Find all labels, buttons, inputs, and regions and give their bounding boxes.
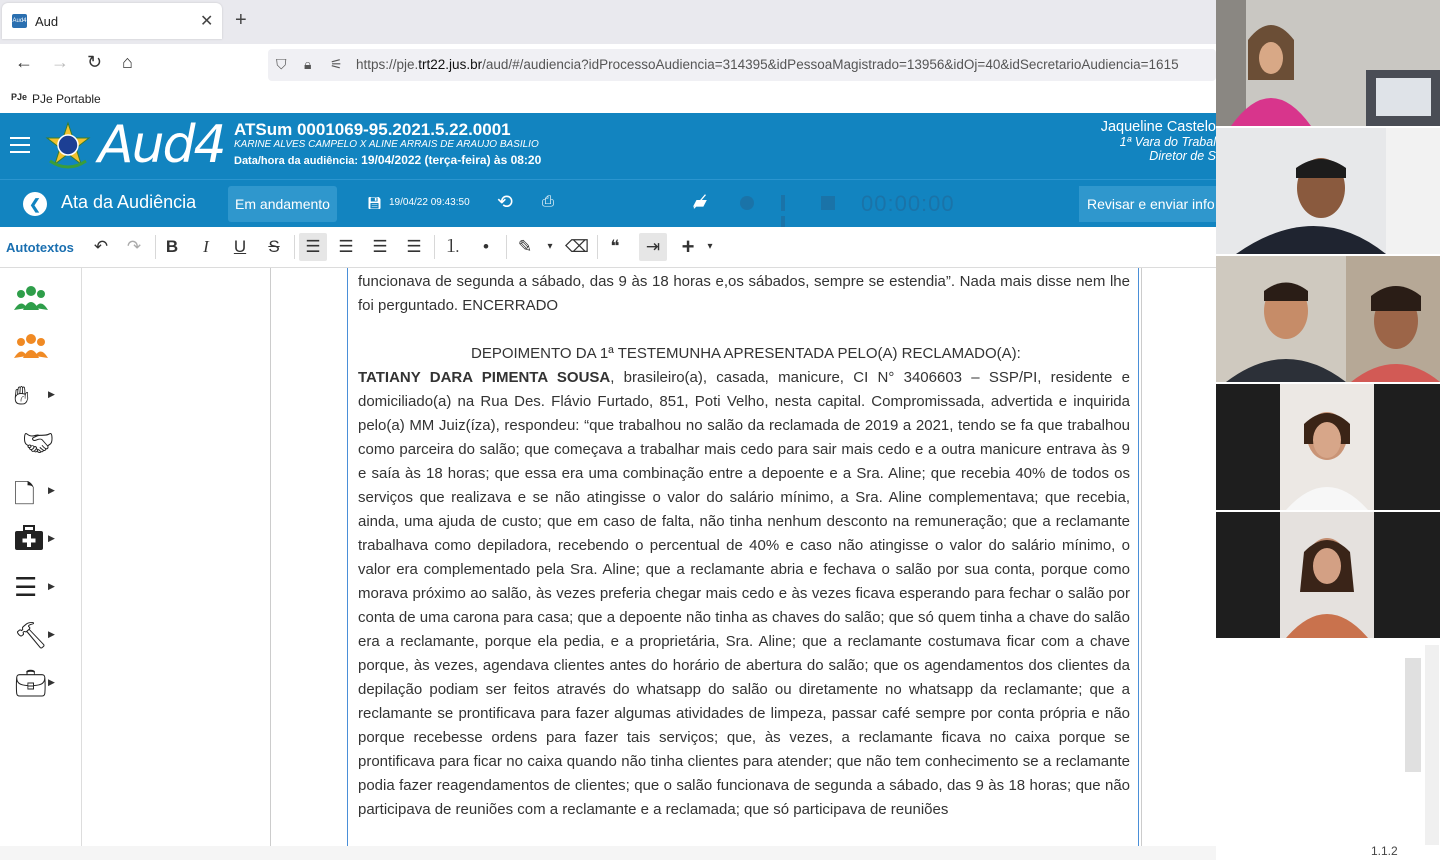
save-icon: 💾︎ (367, 196, 383, 210)
highlight-icon[interactable]: ✎ (517, 237, 533, 256)
align-justify-icon[interactable]: ☰ (299, 233, 327, 261)
camera-off-icon[interactable]: ▰̸ (693, 192, 707, 212)
autotext-sidebar (0, 268, 82, 860)
quote-icon[interactable]: ❝ (610, 237, 620, 256)
print-icon[interactable]: ⎙ (542, 193, 555, 210)
recording-timer: 00:00:00 (861, 191, 955, 216)
users-orange-icon (14, 332, 48, 362)
strikethrough-icon[interactable]: S (268, 237, 280, 256)
video-participants-panel (1216, 0, 1440, 638)
ordered-list-icon[interactable]: ⒈ (444, 237, 462, 256)
hand-icon: ✋︎ (14, 380, 29, 410)
sidebar-item-gavel[interactable] (14, 620, 74, 656)
pje-bookmark-icon: PJe (11, 92, 28, 102)
process-parties: KARINE ALVES CAMPELO X ALINE ARRAIS DE ARAUJO BASILIO (234, 139, 539, 150)
scrollbar-track[interactable] (1425, 645, 1439, 845)
sidebar-item-parties-orange[interactable] (14, 332, 74, 368)
chevron-down-icon[interactable]: ▾ (707, 241, 713, 252)
review-send-button[interactable]: Revisar e enviar info (1079, 186, 1237, 222)
tab-title: Aud (35, 14, 59, 29)
history-icon[interactable]: ⟲ (497, 192, 513, 213)
sidebar-item-parties-green[interactable] (14, 284, 74, 320)
bottom-scroll-area (0, 846, 1216, 860)
bold-icon[interactable]: B (165, 237, 179, 256)
caret-right-icon: ▶ (48, 389, 55, 399)
lock-icon[interactable]: 🔒︎ (304, 56, 312, 72)
back-circle-icon[interactable]: ❮ (23, 192, 47, 216)
toolbar-divider (434, 235, 435, 259)
scrollbar-thumb[interactable] (1405, 658, 1421, 772)
reload-icon[interactable]: ↻ (87, 52, 103, 72)
record-icon[interactable] (740, 196, 754, 210)
witness-name: TATIANY DARA PIMENTA SOUSA (358, 369, 611, 386)
forward-arrow-icon[interactable]: → (51, 52, 69, 72)
toolbar-divider (506, 235, 507, 259)
process-number: ATSum 0001069-95.2021.5.22.0001 (234, 120, 511, 139)
bookmark-pje-portable[interactable]: PJe Portable (32, 92, 101, 106)
stop-icon[interactable] (821, 196, 835, 210)
sidebar-item-briefcase[interactable] (14, 668, 74, 704)
participant-video-2[interactable] (1216, 128, 1440, 254)
testimony-body: , brasileiro(a), casada, manicure, CI N° 3406603 – SSP/PI, residente e domiciliado(a) na Rua Des. Flávio Furtado, 851, Poti Velho, nesta capital. Compromissada, advertida e inquirida pelo(a) MM Juiz(íza), respondeu: “que trabalhou no salão da reclamada de 2019 a 2021, tendo se fa que trabalhou como parceira do salão; que começava a trabalhar mais cedo para sair mais cedo e a outra manicure entrava às 9 e saía às 18 horas; que essa era uma combinação entre a depoente e a Sra. Aline; que recebia 40% de todos os serviços que realizava e se não atingisse o valor do salário mínimo, a Sra. Aline complementava; que recebia, ainda, uma ajuda de custo; que em caso de falta, não tinha nenhum desconto na remuneração; que a reclamante trabalhava como depiladora, recebendo o percentual de 40% e caso não atingisse o valor do salário mínimo, o valor era complementado pela Sra. Aline; que a reclamante abria e fechava o salão por sua conta, porque como morava próximo ao salão, às vezes preferia chegar mais cedo e às vezes ficava esperando para fechar o salão por conta de uma carona para casa; que a depoente não tinha as chaves do salão; que só quem tinha a chave do salão era a reclamante, porque ela pedia, e a proprietária, Sra. Aline; que a reclamante costumava ficar com a chave porque, às vezes, agendava clientes antes do horário de abertura do salão; que os agendamentos dos clientes da depilação podiam ser feitos através do whatsapp do salão ou diretamente no whatsapp da reclamante; que a reclamante se prontificava para fazer algumas atividades de limpeza, passar café sempre por conta própria e não porque recebesse ordens para fazer tais serviços; que, às vezes, a reclamante ficava no caixa porque se prontificava para ficar no caixa quando não tinha clientes para atender; que não tem conhecimento se a reclamante podia fazer reagendamentos de clientes; que o salão funcionava de segunda a sábado, das 9 às 18 horas; que não participava de reuniões com a reclamante e a reclamada; que só participava de reuniões (358, 369, 1130, 818)
tab-favicon-icon: Aud4 (12, 14, 27, 28)
nav-bar (0, 44, 1216, 86)
url-text[interactable]: https://pje.trt22.jus.br/aud/#/audiencia?idProcessoAudiencia=314395&idPessoaMagistrado=13956&idOj=40&idSecretarioAudiencia=1615 (356, 57, 1179, 72)
user-name: Jaqueline Castelo (1100, 119, 1216, 135)
insert-plus-icon[interactable]: + (681, 234, 695, 259)
tab-strip (0, 0, 1216, 44)
align-center-icon[interactable]: ☰ (372, 237, 388, 256)
back-arrow-icon[interactable]: ← (15, 52, 33, 72)
briefcase-icon: 💼︎ (14, 668, 48, 698)
sidebar-item-document[interactable] (14, 476, 74, 512)
participant-video-5[interactable] (1216, 512, 1440, 638)
handshake-icon: 🤝︎ (22, 428, 56, 458)
status-button[interactable]: Em andamento (228, 186, 337, 222)
new-tab-button[interactable]: + (235, 9, 247, 31)
blank-line (358, 318, 1130, 342)
chevron-down-icon[interactable]: ▾ (547, 241, 553, 252)
app-version: 1.1.2 (1371, 844, 1398, 858)
medical-kit-icon (14, 524, 44, 552)
align-left-icon[interactable]: ☰ (338, 237, 354, 256)
users-green-icon (14, 284, 48, 314)
close-tab-icon[interactable]: ✕ (200, 13, 214, 30)
sidebar-item-medical[interactable] (14, 524, 74, 560)
list-icon: ☰ (14, 572, 38, 602)
toolbar-divider (294, 235, 295, 259)
participant-video-1[interactable] (1216, 0, 1440, 126)
document-area (82, 268, 1216, 846)
browser-tab[interactable] (2, 3, 222, 39)
hearing-datetime: Data/hora da audiência: 19/04/2022 (terça-feira) às 08:20 (234, 153, 542, 167)
user-info (1016, 119, 1216, 163)
user-role: Diretor de S (1149, 149, 1216, 163)
app-header (0, 113, 1216, 179)
caret-right-icon: ▶ (48, 533, 55, 543)
minutes-header (0, 179, 1216, 228)
hamburger-menu-icon[interactable] (10, 137, 30, 158)
document-page (270, 268, 1142, 846)
aud4-logo: Aud4 (98, 115, 225, 175)
address-bar[interactable] (268, 49, 1216, 81)
caret-right-icon: ▶ (48, 677, 55, 687)
pause-icon[interactable] (781, 195, 795, 211)
caret-right-icon: ▶ (48, 485, 55, 495)
caret-right-icon: ▶ (48, 629, 55, 639)
participant-video-3[interactable] (1216, 256, 1440, 382)
home-icon[interactable]: ⌂ (122, 52, 133, 72)
redo-icon[interactable]: ↷ (126, 237, 142, 256)
document-icon: 🗋 (14, 479, 35, 509)
gavel-icon: 🔨︎ (14, 620, 48, 650)
sidebar-item-hand[interactable] (14, 380, 74, 416)
indent-icon[interactable]: ⇥ (639, 233, 667, 261)
user-court: 1ª Vara do Trabal (1119, 135, 1216, 149)
brazil-coat-of-arms-icon (44, 121, 92, 171)
editor-toolbar (0, 227, 1216, 268)
bullet-list-icon[interactable]: • (483, 237, 489, 256)
minutes-text[interactable] (358, 270, 1130, 822)
sidebar-item-list[interactable] (14, 572, 74, 608)
last-saved-time: 19/04/22 09:43:50 (389, 197, 470, 208)
toolbar-divider (155, 235, 156, 259)
undo-icon[interactable]: ↶ (93, 237, 109, 256)
testimony-heading[interactable]: DEPOIMENTO DA 1ª TESTEMUNHA APRESENTADA PELO(A) RECLAMADO(A): (471, 345, 1021, 362)
caret-right-icon: ▶ (48, 581, 55, 591)
permissions-icon[interactable]: ⚟ (330, 56, 343, 72)
paragraph-closing[interactable]: funcionava de segunda a sábado, das 9 às 18 horas e,os sábados, sempre se estendia”. Nada mais disse nem lhe foi perguntado. ENCERRADO (358, 273, 1130, 314)
align-right-icon[interactable]: ☰ (406, 237, 422, 256)
participant-video-4[interactable] (1216, 384, 1440, 510)
sidebar-item-agreement[interactable] (22, 428, 82, 464)
shield-icon[interactable]: ⛉ (276, 56, 287, 72)
autotextos-link[interactable]: Autotextos (6, 240, 74, 255)
testimony-paragraph[interactable] (358, 366, 1130, 822)
toolbar-divider (597, 235, 598, 259)
minutes-editor[interactable] (347, 268, 1139, 846)
eraser-icon[interactable]: ⌫ (564, 237, 590, 256)
bookmarks-bar (0, 86, 1216, 114)
page-title: Ata da Audiência (61, 192, 197, 212)
italic-icon[interactable]: I (203, 237, 209, 256)
underline-icon[interactable]: U (233, 237, 247, 256)
